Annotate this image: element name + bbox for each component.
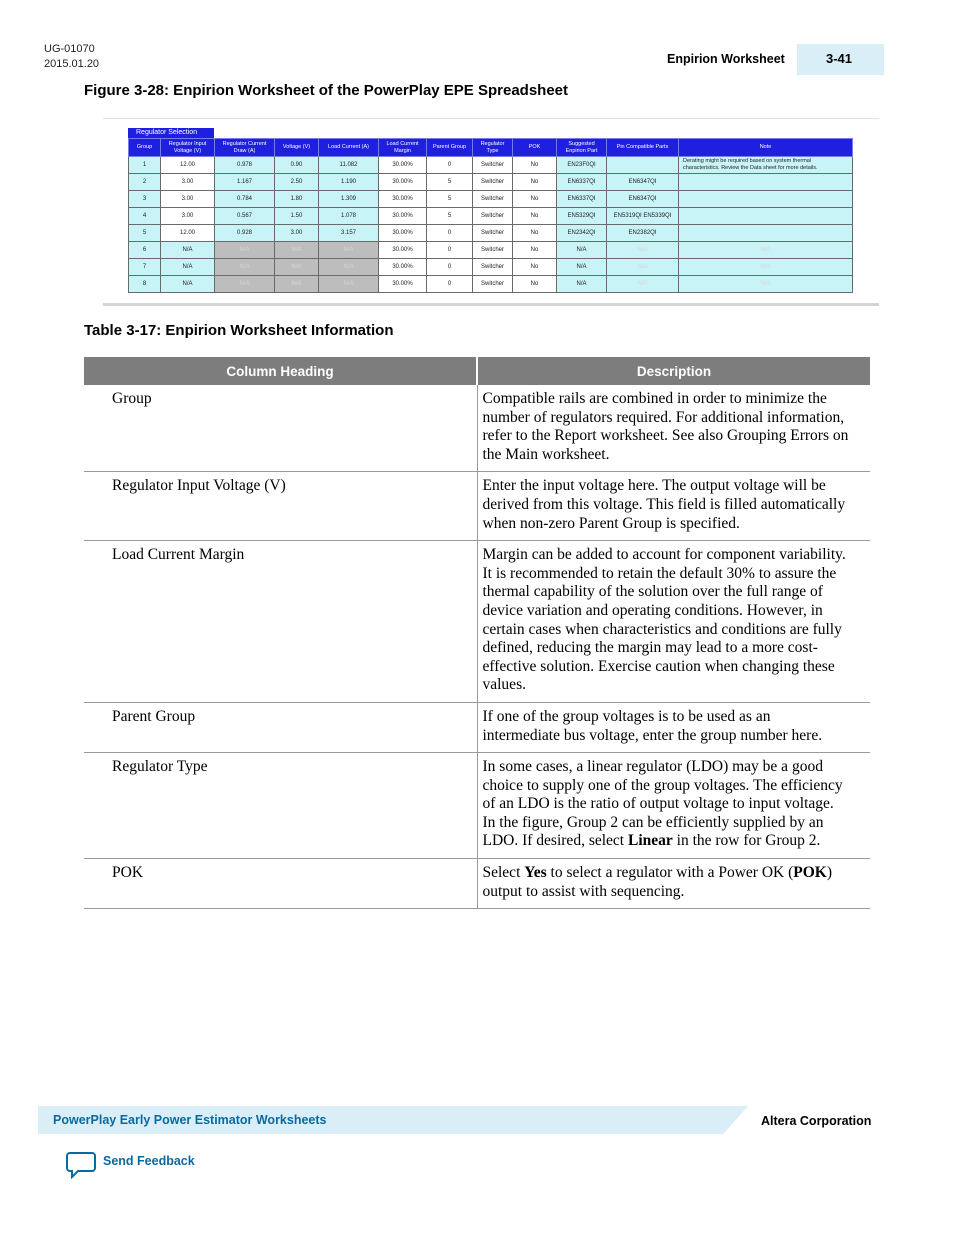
cell-pin: EN6347QI [607, 191, 679, 208]
worksheet-info-table [84, 357, 870, 909]
cell-draw: N/A [215, 276, 275, 293]
sheet-col-heading: Regulator Type [473, 139, 513, 157]
table-row [84, 385, 870, 472]
cell-part: N/A [557, 276, 607, 293]
cell-group: 2 [129, 174, 161, 191]
row-description: Compatible rails are combined in order to minimize the number of regulators required. For additional information, refer to the Report worksheet. See also Grouping Errors on the Main worksheet. [477, 385, 870, 472]
cell-load: N/A [319, 242, 379, 259]
cell-voltage: 1.50 [275, 208, 319, 225]
row-description: Enter the input voltage here. The output voltage will be derived from this voltage. This field is filled automatically when non-zero Parent Group is specified. [477, 472, 870, 541]
sheet-row [129, 242, 853, 259]
cell-parent: 0 [427, 259, 473, 276]
cell-load: 1.309 [319, 191, 379, 208]
page-number: 3-41 [797, 44, 884, 75]
sheet-row [129, 225, 853, 242]
doc-date: 2015.01.20 [44, 58, 100, 70]
cell-pok: No [513, 208, 557, 225]
cell-type: Switcher [473, 191, 513, 208]
header-section-title: Enpirion Worksheet [667, 52, 785, 66]
sheet-col-heading: Suggested Enpirion Part [557, 139, 607, 157]
cell-draw: 0.567 [215, 208, 275, 225]
cell-type: Switcher [473, 157, 513, 174]
cell-pin: EN5319QI EN5339QI [607, 208, 679, 225]
description-header: Description [477, 357, 870, 385]
cell-part: N/A [557, 242, 607, 259]
doc-id [44, 42, 99, 72]
cell-draw: 0.928 [215, 225, 275, 242]
cell-group: 5 [129, 225, 161, 242]
cell-group: 8 [129, 276, 161, 293]
row-heading: Regulator Type [84, 753, 477, 859]
cell-margin: 30.00% [379, 242, 427, 259]
cell-type: Switcher [473, 174, 513, 191]
cell-pin: N/A [607, 259, 679, 276]
figure-caption: Figure 3-28: Enpirion Worksheet of the PowerPlay EPE Spreadsheet [84, 82, 569, 99]
row-description: Margin can be added to account for component variability. It is recommended to retain the default 30% to assure the thermal capability of the solution over the full range of device variation and operating conditions. However, in certain cases when characteristics and conditions are fully defined, reducing the margin may lead to a more cost-effective solution. Exercise caution when changing these values. [477, 541, 870, 703]
row-description [477, 753, 870, 859]
cell-draw: N/A [215, 259, 275, 276]
cell-vin: 12.00 [161, 157, 215, 174]
sheet-row [129, 259, 853, 276]
sheet-col-heading: Note [679, 139, 853, 157]
cell-voltage: N/A [275, 259, 319, 276]
desc-text: In some cases, a linear regulator (LDO) may be a good choice to supply one of the group voltages. The efficiency of an LDO is the ratio of output voltage to input voltage. In the figure, Group 2 can be efficiently supplied by an LDO. If desired, select [482, 758, 843, 850]
table-caption: Table 3-17: Enpirion Worksheet Information [84, 322, 394, 339]
cell-pin: N/A [607, 276, 679, 293]
row-heading: POK [84, 859, 477, 909]
row-heading: Group [84, 385, 477, 472]
desc-bold-yes: Yes [524, 864, 547, 882]
sheet-col-heading: Load Current (A) [319, 139, 379, 157]
cell-pok: No [513, 259, 557, 276]
table-row [84, 541, 870, 703]
cell-pin: N/A [607, 242, 679, 259]
worksheet-screenshot [128, 128, 856, 290]
cell-type: Switcher [473, 259, 513, 276]
sheet-col-heading: Parent Group [427, 139, 473, 157]
cell-part: EN5329QI [557, 208, 607, 225]
cell-voltage: 0.90 [275, 157, 319, 174]
cell-parent: 5 [427, 191, 473, 208]
table-row [84, 702, 870, 752]
send-feedback-link[interactable]: Send Feedback [103, 1154, 195, 1168]
cell-parent: 0 [427, 242, 473, 259]
sheet-col-heading: Group [129, 139, 161, 157]
cell-voltage: 1.80 [275, 191, 319, 208]
cell-group: 4 [129, 208, 161, 225]
sheet-col-heading: POK [513, 139, 557, 157]
figure-top-rule [103, 118, 879, 119]
figure-bottom-rule [103, 303, 879, 306]
sheet-col-heading: Load Current Margin [379, 139, 427, 157]
cell-vin: 3.00 [161, 191, 215, 208]
sheet-row [129, 157, 853, 174]
row-description [477, 859, 870, 909]
row-heading: Regulator Input Voltage (V) [84, 472, 477, 541]
cell-vin: N/A [161, 259, 215, 276]
cell-vin: 12.00 [161, 225, 215, 242]
cell-parent: 5 [427, 174, 473, 191]
cell-group: 6 [129, 242, 161, 259]
cell-load: N/A [319, 259, 379, 276]
footer-doc-title[interactable]: PowerPlay Early Power Estimator Worksheets [53, 1113, 327, 1127]
cell-note [679, 225, 853, 242]
cell-vin: 3.00 [161, 174, 215, 191]
cell-type: Switcher [473, 242, 513, 259]
sheet-col-heading: Regulator Input Voltage (V) [161, 139, 215, 157]
cell-margin: 30.00% [379, 276, 427, 293]
cell-margin: 30.00% [379, 157, 427, 174]
sheet-row [129, 276, 853, 293]
cell-note [679, 191, 853, 208]
cell-load: 3.157 [319, 225, 379, 242]
sheet-header-row [129, 139, 853, 157]
desc-bold-linear: Linear [627, 832, 673, 850]
cell-note [679, 208, 853, 225]
cell-pin: EN6347QI [607, 174, 679, 191]
cell-voltage: N/A [275, 242, 319, 259]
sheet-col-heading: Voltage (V) [275, 139, 319, 157]
sheet-col-heading: Regulator Current Draw (A) [215, 139, 275, 157]
desc-text: Select [482, 864, 525, 882]
cell-draw: N/A [215, 242, 275, 259]
cell-type: Switcher [473, 276, 513, 293]
cell-load: 11.082 [319, 157, 379, 174]
desc-bold-pok: POK [793, 864, 827, 882]
column-heading-header: Column Heading [84, 357, 477, 385]
sheet-row [129, 208, 853, 225]
cell-note: Derating might be required based on system thermal characteristics. Review the Data sheet for more details. [679, 157, 853, 174]
cell-load: N/A [319, 276, 379, 293]
footer-company: Altera Corporation [761, 1114, 872, 1128]
desc-text: in the row for Group 2. [672, 832, 821, 850]
cell-margin: 30.00% [379, 174, 427, 191]
cell-part: N/A [557, 259, 607, 276]
cell-note: N/A [679, 276, 853, 293]
cell-parent: 0 [427, 157, 473, 174]
row-description: If one of the group voltages is to be used as an intermediate bus voltage, enter the group number here. [477, 702, 870, 752]
cell-note: N/A [679, 242, 853, 259]
cell-pok: No [513, 157, 557, 174]
row-heading: Parent Group [84, 702, 477, 752]
cell-voltage: 2.50 [275, 174, 319, 191]
desc-text: to select a regulator with a Power OK ( [546, 864, 794, 882]
cell-type: Switcher [473, 208, 513, 225]
cell-vin: N/A [161, 242, 215, 259]
cell-margin: 30.00% [379, 259, 427, 276]
cell-note [679, 174, 853, 191]
speech-bubble-icon[interactable] [66, 1151, 96, 1179]
info-header-row [84, 357, 870, 385]
sheet-row [129, 174, 853, 191]
cell-margin: 30.00% [379, 225, 427, 242]
table-row [84, 472, 870, 541]
cell-type: Switcher [473, 225, 513, 242]
cell-pin [607, 157, 679, 174]
cell-pok: No [513, 276, 557, 293]
cell-draw: 0.978 [215, 157, 275, 174]
cell-load: 1.078 [319, 208, 379, 225]
cell-pok: No [513, 225, 557, 242]
cell-load: 1.190 [319, 174, 379, 191]
cell-vin: 3.00 [161, 208, 215, 225]
cell-group: 7 [129, 259, 161, 276]
regulator-selection-table [128, 138, 853, 293]
cell-pin: EN2382QI [607, 225, 679, 242]
cell-parent: 5 [427, 208, 473, 225]
cell-margin: 30.00% [379, 208, 427, 225]
cell-pok: No [513, 174, 557, 191]
cell-parent: 0 [427, 276, 473, 293]
cell-voltage: 3.00 [275, 225, 319, 242]
cell-part: EN6337QI [557, 191, 607, 208]
cell-group: 3 [129, 191, 161, 208]
sheet-row [129, 191, 853, 208]
cell-part: EN2342QI [557, 225, 607, 242]
row-heading: Load Current Margin [84, 541, 477, 703]
doc-number: UG-01070 [44, 43, 95, 55]
cell-part: EN23F0QI [557, 157, 607, 174]
cell-pok: No [513, 191, 557, 208]
cell-draw: 0.784 [215, 191, 275, 208]
desc-text: ) output to assist with sequencing. [482, 864, 833, 900]
cell-group: 1 [129, 157, 161, 174]
cell-vin: N/A [161, 276, 215, 293]
cell-voltage: N/A [275, 276, 319, 293]
cell-margin: 30.00% [379, 191, 427, 208]
table-row [84, 753, 870, 859]
table-row [84, 859, 870, 909]
sheet-col-heading: Pin Compatible Parts [607, 139, 679, 157]
sheet-title: Regulator Selection [128, 128, 214, 138]
cell-parent: 0 [427, 225, 473, 242]
cell-note: N/A [679, 259, 853, 276]
cell-pok: No [513, 242, 557, 259]
cell-part: EN6337QI [557, 174, 607, 191]
cell-draw: 1.167 [215, 174, 275, 191]
